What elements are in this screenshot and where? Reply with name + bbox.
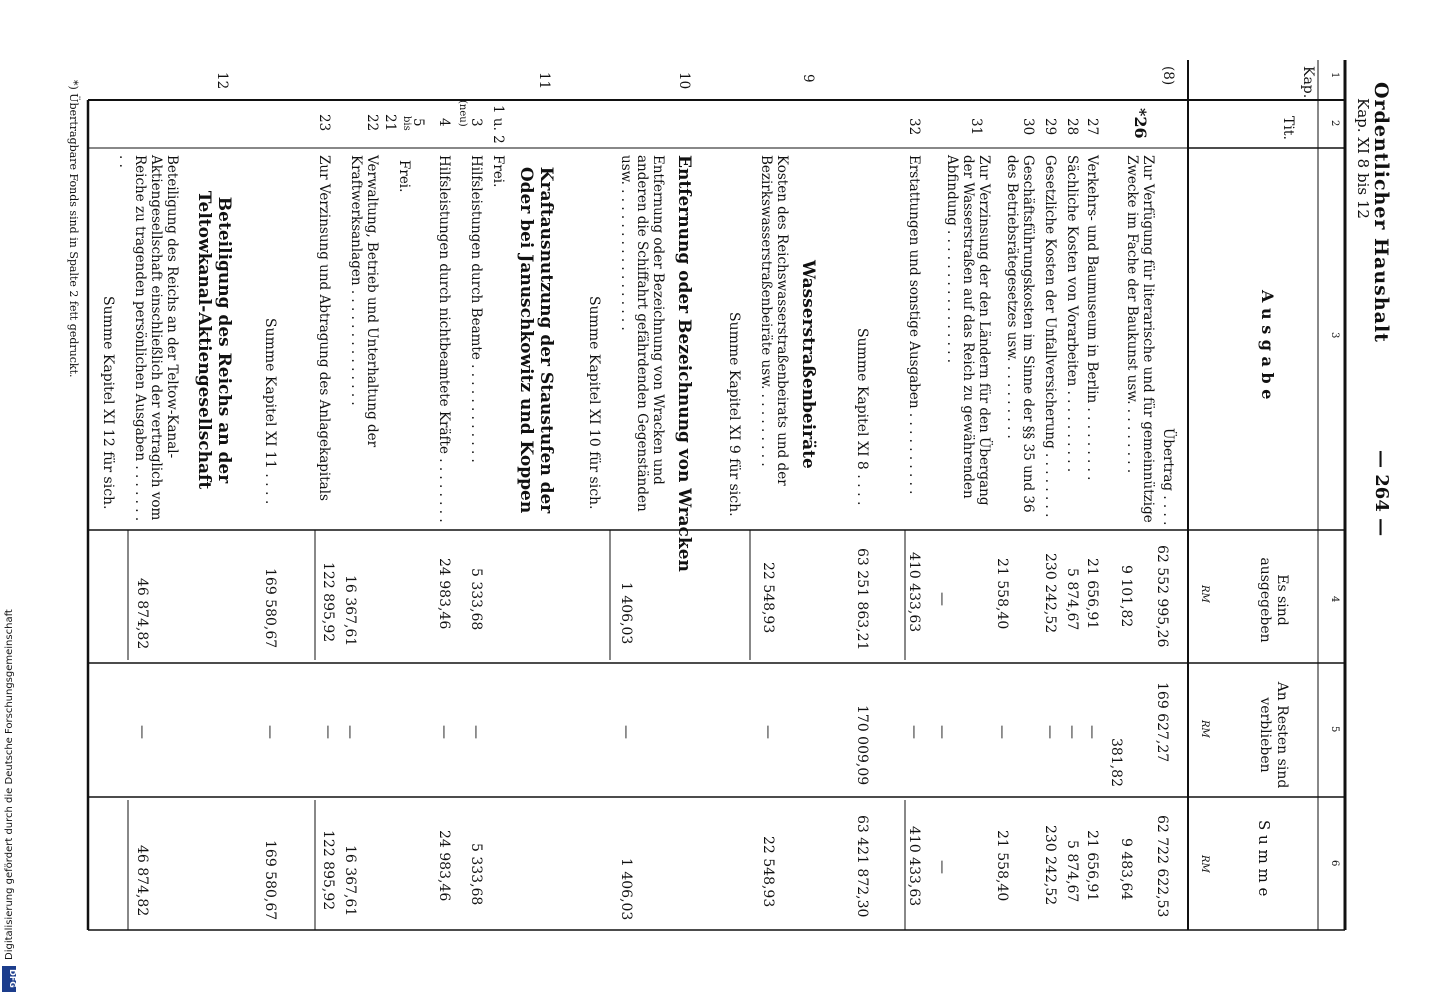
colnum-r3: 3 <box>1329 332 1340 339</box>
r30-c4: 21 558,40 <box>994 558 1010 630</box>
page-title-rot: Ordentlicher Haushalt <box>1370 82 1392 343</box>
colnum-r2: 2 <box>1329 120 1340 127</box>
sum-kap-11-c6: 169 580,67 <box>262 840 278 921</box>
r30-text: Geschäftsführungskosten im Sinne der §§ 35 und 36 des Betriebsrätegesetzes usw. . . . . . . . . . <box>1004 155 1036 513</box>
uebertrag-c4: 62 552 995,26 <box>1154 545 1170 648</box>
kap-12: 12 <box>214 72 230 90</box>
tit-11-3: 3 <box>468 118 484 127</box>
colnum-r6: 6 <box>1329 860 1340 867</box>
header-es-sind: Es sind ausgegeben <box>1257 557 1290 643</box>
kap-10-c4: 1 406,03 <box>618 582 634 645</box>
kap-12-sum: Summe Kapitel XI 12 für sich. <box>100 296 116 510</box>
r29-text: Gesetzliche Kosten der Unfallversicherung . . . . . . . . <box>1042 155 1058 518</box>
kap-9-c5: — <box>760 725 776 739</box>
r11-23-c6: 122 895,92 <box>320 830 336 911</box>
sum-kap-11-c4: 169 580,67 <box>262 568 278 649</box>
tit-30: 30 <box>1020 118 1036 136</box>
kap-10-text: Entfernung oder Bezeichnung von Wracken und anderen die Schiffahrt gefährdenden Gegenständen usw. . . . . . . . . . . . . . . . . . <box>618 155 666 512</box>
kap-8: (8) <box>1160 66 1176 86</box>
r27-c5: — <box>1084 725 1100 739</box>
r11-3-c6: 5 333,68 <box>468 843 484 906</box>
kap-12-c6: 46 874,82 <box>134 845 150 917</box>
r11-4-c4: 24 983,46 <box>436 558 452 630</box>
r31-c4: — <box>934 592 950 606</box>
page-subtitle-rot: Kap. XI 8 bis 12 <box>1354 98 1372 219</box>
sum-kap-11-c5: — <box>262 725 278 739</box>
sum-kap-8-c6: 63 421 872,30 <box>854 815 870 918</box>
dfg-logo-icon <box>2 966 16 992</box>
r11-23-text: Zur Verzinsung und Abtragung des Anlagekapitals <box>316 155 332 501</box>
sum-kap-8-c5: 170 009,09 <box>854 705 870 786</box>
kap-10-title: Entfernung oder Bezeichnung von Wracken <box>674 155 694 572</box>
sum-kap-8-text: Summe Kapitel XI 8 . . . . <box>854 328 870 506</box>
kap-9-c4: 22 548,93 <box>760 562 776 634</box>
r31-text: Zur Verzinsung der den Ländern für den Übergang der Wasserstraßen auf das Reich zu gewährenden Abfindung . . . . . . . . . . . . . . . . <box>944 155 992 506</box>
header-ausgabe: A u s g a b e <box>1258 290 1277 400</box>
r26-c5: 381,82 <box>1108 738 1124 787</box>
kap-9: 9 <box>800 74 816 83</box>
r32-c5: — <box>906 725 922 739</box>
uebertrag-c6: 62 722 622,53 <box>1154 815 1170 918</box>
r11-23-c4: 122 895,92 <box>320 562 336 643</box>
kap-12-c4: 46 874,82 <box>134 578 150 650</box>
header-kap: Kap. <box>1300 66 1316 99</box>
kap-9-text: Kosten des Reichswasserstraßenbeirats und der Bezirkswasserstraßenbeiräte usw. . . . . . . . . . <box>758 155 790 486</box>
sum-kap-8-c4: 63 251 863,21 <box>854 548 870 651</box>
kap-12-c5: — <box>134 725 150 739</box>
tit-27: 27 <box>1084 118 1100 136</box>
tit-11-22: 22 <box>364 114 380 132</box>
r29-c4: 230 242,52 <box>1042 553 1058 634</box>
tit-11-4: 4 <box>436 118 452 127</box>
digitization-credit: Digitalisierung gefördert durch die Deutsche Forschungsgemeinschaft <box>4 609 15 960</box>
tit-11-5: 5 <box>410 118 426 127</box>
r11-3-c4: 5 333,68 <box>468 568 484 631</box>
r11-22-c6: 16 367,61 <box>342 845 358 917</box>
unit-c6: RM <box>1199 855 1210 873</box>
r27-c4: 21 656,91 <box>1084 558 1100 630</box>
r32-c6: 410 433,63 <box>906 826 922 907</box>
r26-text: Zur Verfügung für literarische und für gemeinnützige Zwecke im Fache der Baukunst usw. . . . . . . . . <box>1124 155 1156 523</box>
tit-31: 31 <box>968 118 984 136</box>
r11-22-c5: — <box>342 725 358 739</box>
tit-29: 29 <box>1042 118 1058 136</box>
sum-kap-11-text: Summe Kapitel XI 11 . . . . <box>262 318 278 505</box>
header-tit: Tit. <box>1280 116 1296 140</box>
r31-c6: — <box>934 860 950 874</box>
r32-c4: 410 433,63 <box>906 552 922 633</box>
uebertrag-text: Übertrag . . . . <box>1160 428 1176 526</box>
kap-9-sum: Summe Kapitel XI 9 für sich. <box>726 312 742 517</box>
header-summe: S u m m e <box>1255 820 1273 897</box>
r28-text: Sächliche Kosten von Vorarbeiten . . . . . . . . . . <box>1064 155 1080 473</box>
tit-28: 28 <box>1064 118 1080 136</box>
kap-9-title: Wasserstraßenbeiräte <box>798 260 818 469</box>
tit-11-1: 1 u. 2 <box>490 105 506 144</box>
r26-c4: 9 101,82 <box>1118 565 1134 628</box>
r28-c4: 5 874,67 <box>1064 568 1080 631</box>
r11-3-text: Hilfsleistungen durch Beamte . . . . . . . . . . . . <box>468 155 484 463</box>
page-number-rot: — 264 — <box>1371 450 1392 537</box>
r11-4-c6: 24 983,46 <box>436 830 452 902</box>
kap-9-c6: 22 548,93 <box>760 836 776 908</box>
r29-c5: — <box>1042 725 1058 739</box>
r11-22-c4: 16 367,61 <box>342 575 358 647</box>
header-an-resten: An Resten sind verblieben <box>1257 681 1290 789</box>
r32-text: Erstattungen und sonstige Ausgaben . . . . . . . . . . <box>906 155 922 495</box>
kap-12-title: Beteiligung des Reichs an der Teltowkanal-Aktiengesellschaft <box>194 190 234 490</box>
r28-c5: — <box>1064 725 1080 739</box>
r11-5-text: Frei. <box>396 160 412 193</box>
r31-c5: — <box>934 725 950 739</box>
tit-11-5-bis: bis <box>401 116 412 131</box>
r11-4-text: Hilfsleistungen durch nichtbeamtete Kräfte . . . . . . . . <box>436 155 452 523</box>
uebertrag-c5: 169 627,27 <box>1154 682 1170 763</box>
colnum-r5: 5 <box>1329 726 1340 733</box>
kap-11-title: Kraftausnutzung der Staustufen der Oder bei Januschkowitz und Koppen <box>516 166 556 514</box>
r27-c6: 21 656,91 <box>1084 830 1100 902</box>
r11-22-text: Verwaltung, Betrieb und Unterhaltung der Kraftwerksanlagen . . . . . . . . . . . . . . <box>348 155 380 448</box>
unit-c5: RM <box>1199 720 1210 738</box>
r28-c6: 5 874,67 <box>1064 840 1080 903</box>
kap-10-c5: — <box>618 725 634 739</box>
r11-3-c5: — <box>468 725 484 739</box>
dfg-logo-text: DFG <box>7 969 17 988</box>
r26-c6: 9 483,64 <box>1118 838 1134 901</box>
tit-11-21: 21 <box>382 114 398 132</box>
tit-26: *26 <box>1131 108 1150 139</box>
colnum-r1: 1 <box>1329 72 1340 79</box>
r30-c5: — <box>994 725 1010 739</box>
r11-23-c5: — <box>320 725 336 739</box>
unit-c4: RM <box>1199 585 1210 603</box>
r29-c6: 230 242,52 <box>1042 825 1058 906</box>
r11-1-text: Frei. <box>490 155 506 188</box>
r27-text: Verkehrs- und Baumuseum in Berlin . . . . . . . . . <box>1084 155 1100 481</box>
r30-c6: 21 558,40 <box>994 830 1010 902</box>
kap-10-c6: 1 406,03 <box>618 858 634 921</box>
tit-32: 32 <box>906 118 922 136</box>
kap-10: 10 <box>676 72 692 90</box>
kap-11: 11 <box>536 72 552 90</box>
r11-4-c5: — <box>436 725 452 739</box>
kap-10-sum: Summe Kapitel XI 10 für sich. <box>586 296 602 510</box>
tit-11-4-note: (neu) <box>457 100 468 127</box>
tit-11-23: 23 <box>316 114 332 132</box>
kap-12-text: Beteiligung des Reichs an der Teltow-Kanal-Aktiengesellschaft einschließlich der vertraglich vom Reiche zu tragenden persönlichen Ausgaben . . . . . . . . . <box>116 155 180 522</box>
footnote: *) Übertragbare Fonds sind in Spalte 2 fett gedruckt. <box>67 80 80 378</box>
colnum-r4: 4 <box>1329 596 1340 603</box>
